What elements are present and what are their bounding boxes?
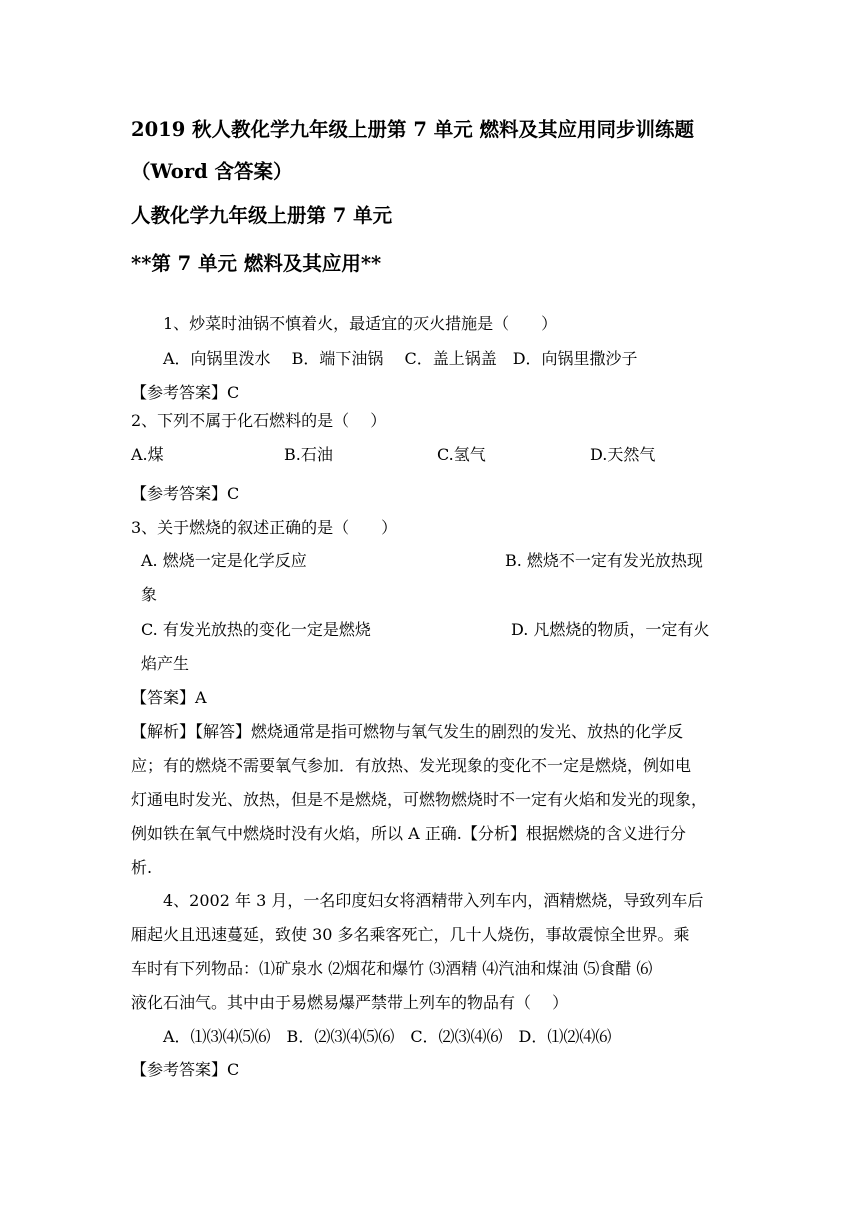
q2-option-b: B.石油 [284,445,333,464]
q3-analysis-line5: 析. [131,858,153,877]
q4-answer: 【参考答案】C [131,1060,240,1079]
q3-option-d-continued: 焰产生 [141,654,190,673]
q2-option-d: D.天然气 [590,445,656,464]
q1-options: A．向锅里泼水 B．端下油锅 C．盖上锅盖 D．向锅里撒沙子 [163,349,638,368]
q4-options: A．⑴⑶⑷⑸⑹ B．⑵⑶⑷⑸⑹ C．⑵⑶⑷⑹ D．⑴⑵⑷⑹ [163,1027,612,1046]
unit-heading: **第 7 单元 燃料及其应用** [131,252,382,275]
document-subtitle: 人教化学九年级上册第 7 单元 [131,204,393,227]
q4-line4: 液化石油气。其中由于易燃易爆严禁带上列车的物品有（ ） [131,993,569,1012]
q3-option-d: D. 凡燃烧的物质，一定有火 [511,620,710,639]
q3-stem: 3、关于燃烧的叙述正确的是（ ） [131,518,398,537]
q2-option-c: C.氢气 [437,445,486,464]
q1-stem: 1、炒菜时油锅不慎着火，最适宜的灭火措施是（ ） [163,314,558,333]
q3-option-a: A. 燃烧一定是化学反应 [141,551,307,570]
q3-option-b: B. 燃烧不一定有发光放热现 [505,551,703,570]
q4-line3: 车时有下列物品：⑴矿泉水 ⑵烟花和爆竹 ⑶酒精 ⑷汽油和煤油 ⑸食醋 ⑹ [131,959,653,978]
document-title-line2: （Word 含答案） [131,160,293,183]
q3-analysis-line4: 例如铁在氧气中燃烧时没有火焰，所以 A 正确.【分析】根据燃烧的含义进行分 [131,824,686,843]
q2-stem: 2、下列不属于化石燃料的是（ ） [131,411,387,430]
document-title-line1: 2019 秋人教化学九年级上册第 7 单元 燃料及其应用同步训练题 [131,118,694,141]
q3-answer: 【答案】A [131,688,207,707]
q3-analysis-line2: 应；有的燃烧不需要氧气参加．有放热、发光现象的变化不一定是燃烧，例如电 [131,756,692,775]
q4-line2: 厢起火且迅速蔓延，致使 30 多名乘客死亡，几十人烧伤，事故震惊全世界。乘 [131,925,690,944]
q3-option-c: C. 有发光放热的变化一定是燃烧 [141,620,371,639]
q3-option-b-continued: 象 [141,585,158,604]
q1-answer: 【参考答案】C [131,383,240,402]
q2-answer: 【参考答案】C [131,484,240,503]
q3-analysis-line3: 灯通电时发光、放热，但是不是燃烧，可燃物燃烧时不一定有火焰和发光的现象， [131,790,708,809]
q4-line1: 4、2002 年 3 月，一名印度妇女将酒精带入列车内，酒精燃烧，导致列车后 [163,891,704,910]
q2-option-a: A.煤 [131,445,164,464]
q3-analysis-line1: 【解析】【解答】燃烧通常是指可燃物与氧气发生的剧烈的发光、放热的化学反 [131,722,684,741]
